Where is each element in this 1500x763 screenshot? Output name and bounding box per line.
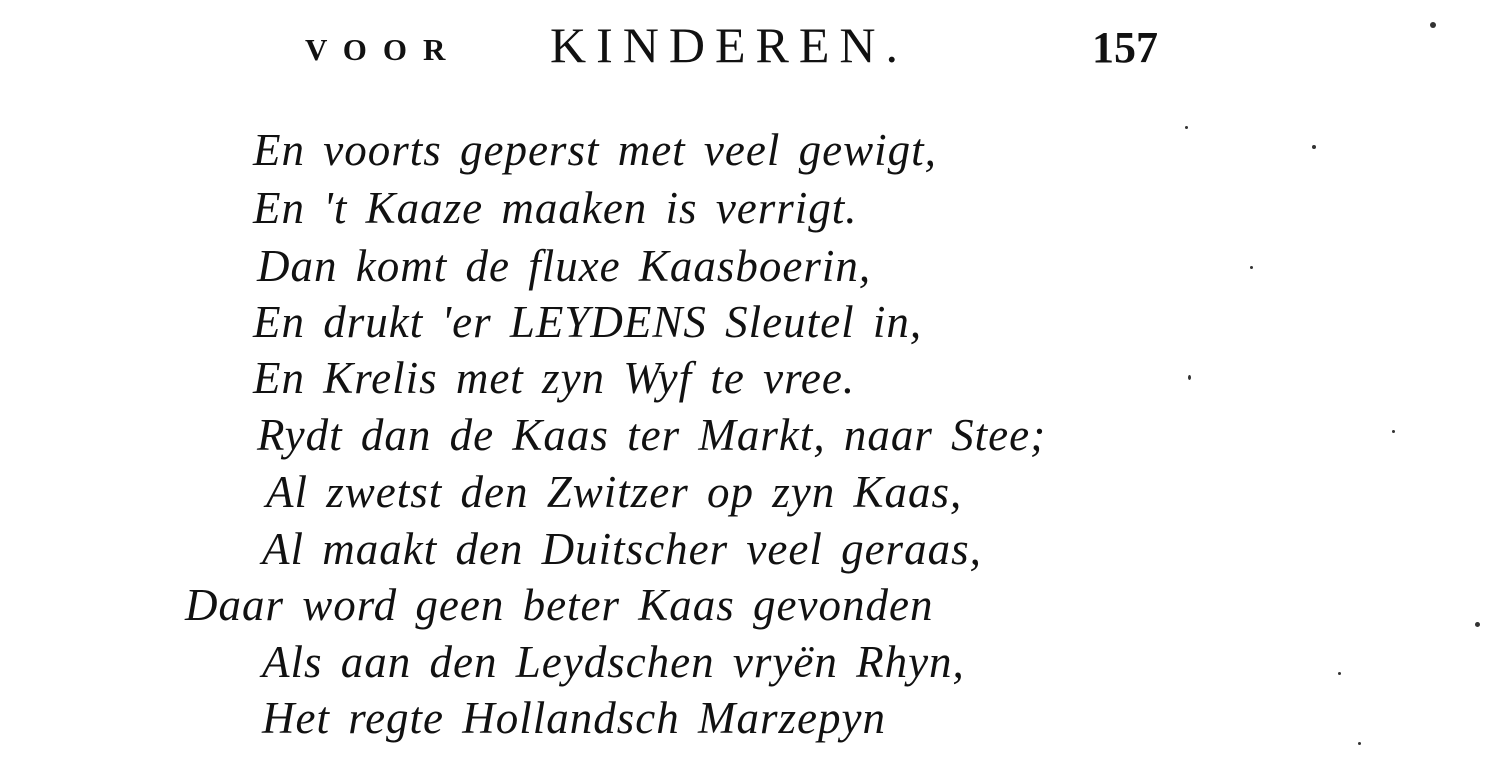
scan-speck (1358, 742, 1361, 745)
verse-line: En drukt 'er LEYDENS Sleutel in, (253, 297, 923, 347)
scan-speck (1392, 430, 1395, 433)
verse-line: En 't Kaaze maaken is verrigt. (253, 183, 858, 233)
scan-speck (1185, 126, 1188, 129)
scan-speck (1430, 22, 1436, 28)
verse-line: Als aan den Leydschen vryën Rhyn, (262, 637, 965, 687)
running-head-kinderen: KINDEREN. (550, 17, 909, 73)
scan-speck (1338, 672, 1341, 675)
verse-line: En voorts geperst met veel gewigt, (253, 125, 937, 175)
verse-line: Dan komt de fluxe Kaasboerin, (257, 241, 872, 291)
scan-speck (1188, 375, 1191, 380)
scan-speck (1312, 145, 1316, 149)
verse-line: Rydt dan de Kaas ter Markt, naar Stee; (257, 410, 1047, 460)
running-head-voor: VOOR (305, 32, 462, 67)
page-number: 157 (1092, 23, 1158, 72)
verse-line: Al zwetst den Zwitzer op zyn Kaas, (266, 467, 963, 517)
verse-line: En Krelis met zyn Wyf te vree. (253, 353, 856, 403)
verse-line: Al maakt den Duitscher veel geraas, (262, 524, 982, 574)
scan-speck (1475, 622, 1480, 627)
verse-line: Daar word geen beter Kaas gevonden (185, 580, 934, 630)
verse-line: Het regte Hollandsch Marzepyn (262, 693, 886, 743)
scan-speck (1250, 266, 1253, 269)
